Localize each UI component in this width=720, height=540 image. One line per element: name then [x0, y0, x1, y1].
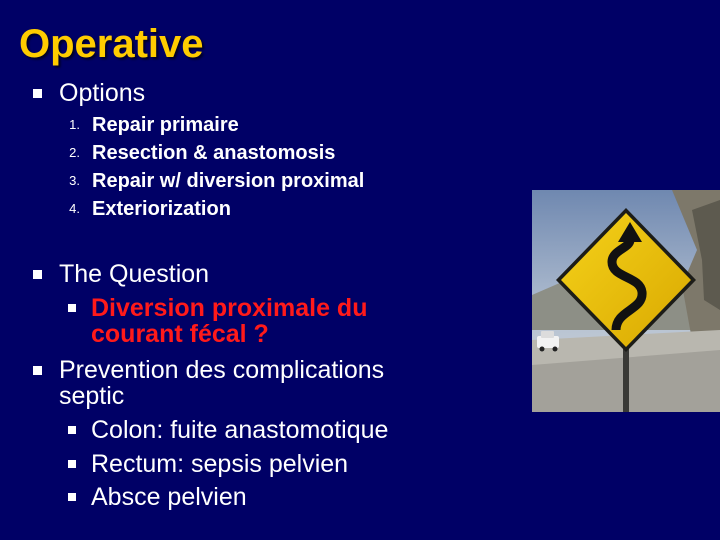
prevention-item: Colon: fuite anastomotique — [91, 416, 389, 444]
question-label: The Question — [59, 260, 210, 288]
list-number: 2. — [69, 145, 80, 160]
question-sub-line2: courant fécal ? — [91, 320, 269, 348]
list-number: 4. — [69, 201, 80, 216]
prevention-line1: Prevention des complications — [59, 356, 385, 384]
list-item: Exteriorization — [92, 198, 231, 220]
bullet-icon — [33, 89, 42, 98]
list-number: 1. — [69, 117, 80, 132]
prevention-item: Absce pelvien — [91, 483, 247, 511]
slide-title: Operative — [19, 22, 204, 66]
list-item: Repair primaire — [92, 114, 239, 136]
prevention-item: Rectum: sepsis pelvien — [91, 450, 349, 478]
options-label: Options — [59, 79, 146, 107]
prevention-line2: septic — [59, 382, 125, 410]
bullet-icon — [68, 460, 76, 468]
list-item: Resection & anastomosis — [92, 142, 336, 164]
bullet-icon — [68, 426, 76, 434]
winding-road-sign-icon — [532, 190, 720, 412]
bullet-icon — [33, 366, 42, 375]
list-item: Repair w/ diversion proximal — [92, 170, 365, 192]
bullet-icon — [68, 493, 76, 501]
list-number: 3. — [69, 173, 80, 188]
bullet-icon — [33, 270, 42, 279]
bullet-icon — [68, 304, 76, 312]
question-sub-line1: Diversion proximale du — [91, 294, 368, 322]
